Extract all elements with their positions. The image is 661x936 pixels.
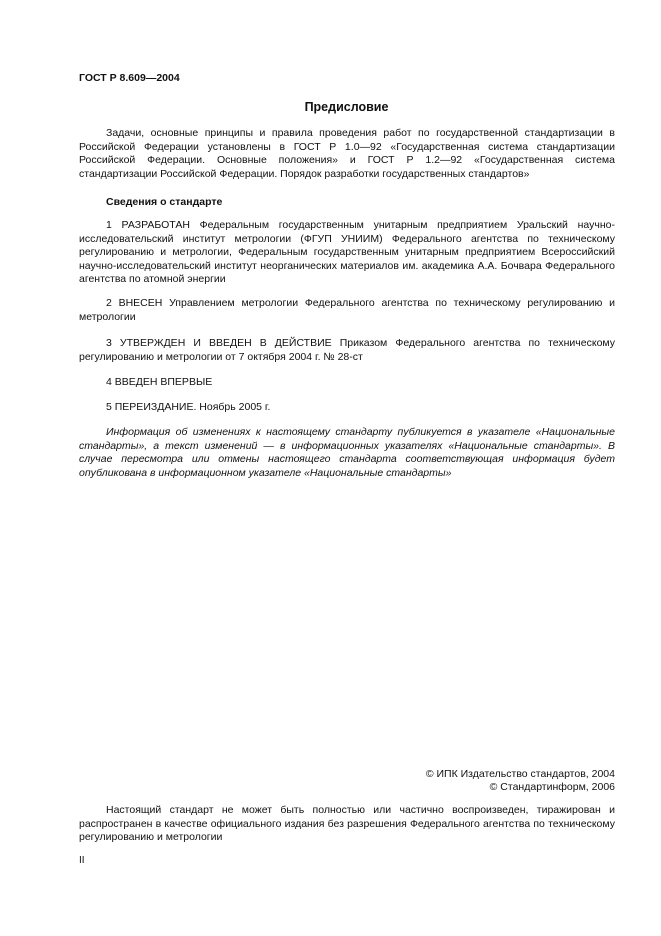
intro-paragraph: Задачи, основные принципы и правила проведения работ по государственной стандартизации в Российской Федерации установлены в ГОСТ Р 1.0—92 «Государственная система стандартизации Российской Федерации. Основные положения» и ГОСТ Р 1.2—92 «Государственная система стандартизации Российской Федерации. Порядок разработки государственных стандартов» bbox=[79, 127, 615, 180]
item-2: 2 ВНЕСЕН Управлением метрологии Федерального агентства по техническому регулированию и метрологии bbox=[79, 297, 615, 323]
item-3: 3 УТВЕРЖДЕН И ВВЕДЕН В ДЕЙСТВИЕ Приказом Федерального агентства по техническому регулированию и метрологии от 7 октября 2004 г. № 28-ст bbox=[79, 337, 615, 363]
reproduction-notice: Настоящий стандарт не может быть полностью или частично воспроизведен, тиражирован и распространен в качестве официального издания без разрешения Федерального агентства по техническому регулированию и метрологии bbox=[79, 804, 615, 843]
page-number: II bbox=[79, 855, 85, 866]
notice-block bbox=[79, 426, 615, 480]
intro-block bbox=[79, 127, 615, 181]
item-2-block bbox=[79, 297, 615, 324]
item-3-block bbox=[79, 337, 615, 364]
reproduction-block bbox=[79, 804, 615, 845]
item-5: 5 ПЕРЕИЗДАНИЕ. Ноябрь 2005 г. bbox=[106, 401, 271, 413]
notice-paragraph: Информация об изменениях к настоящему стандарту публикуется в указателе «Национальные стандарты», а текст изменений — в информационных указателях «Национальные стандарты». В случае пересмотра или отмены настоящего стандарта соответствующая информация будет опубликована в информационном указателе «Национальные стандарты» bbox=[79, 426, 615, 479]
copyright-line-2: © Стандартинформ, 2006 bbox=[489, 781, 615, 793]
item-1-block bbox=[79, 219, 615, 287]
document-header: ГОСТ Р 8.609—2004 bbox=[79, 72, 180, 84]
item-1: 1 РАЗРАБОТАН Федеральным государственным унитарным предприятием Уральский научно-исследовательский институт метрологии (ФГУП УНИИМ) Федерального агентства по техническому регулированию и метрологии, Федеральным государственным унитарным предприятием Всероссийский научно-исследовательский институт неорганических материалов им. академика А.А. Бочвара Федерального агентства по атомной энергии bbox=[79, 219, 615, 285]
page-title: Предисловие bbox=[304, 100, 389, 114]
copyright-line-1: © ИПК Издательство стандартов, 2004 bbox=[425, 768, 615, 780]
section-heading: Сведения о стандарте bbox=[106, 196, 223, 208]
item-4: 4 ВВЕДЕН ВПЕРВЫЕ bbox=[106, 376, 213, 388]
item-4-block bbox=[79, 376, 615, 390]
item-5-block bbox=[79, 401, 615, 415]
